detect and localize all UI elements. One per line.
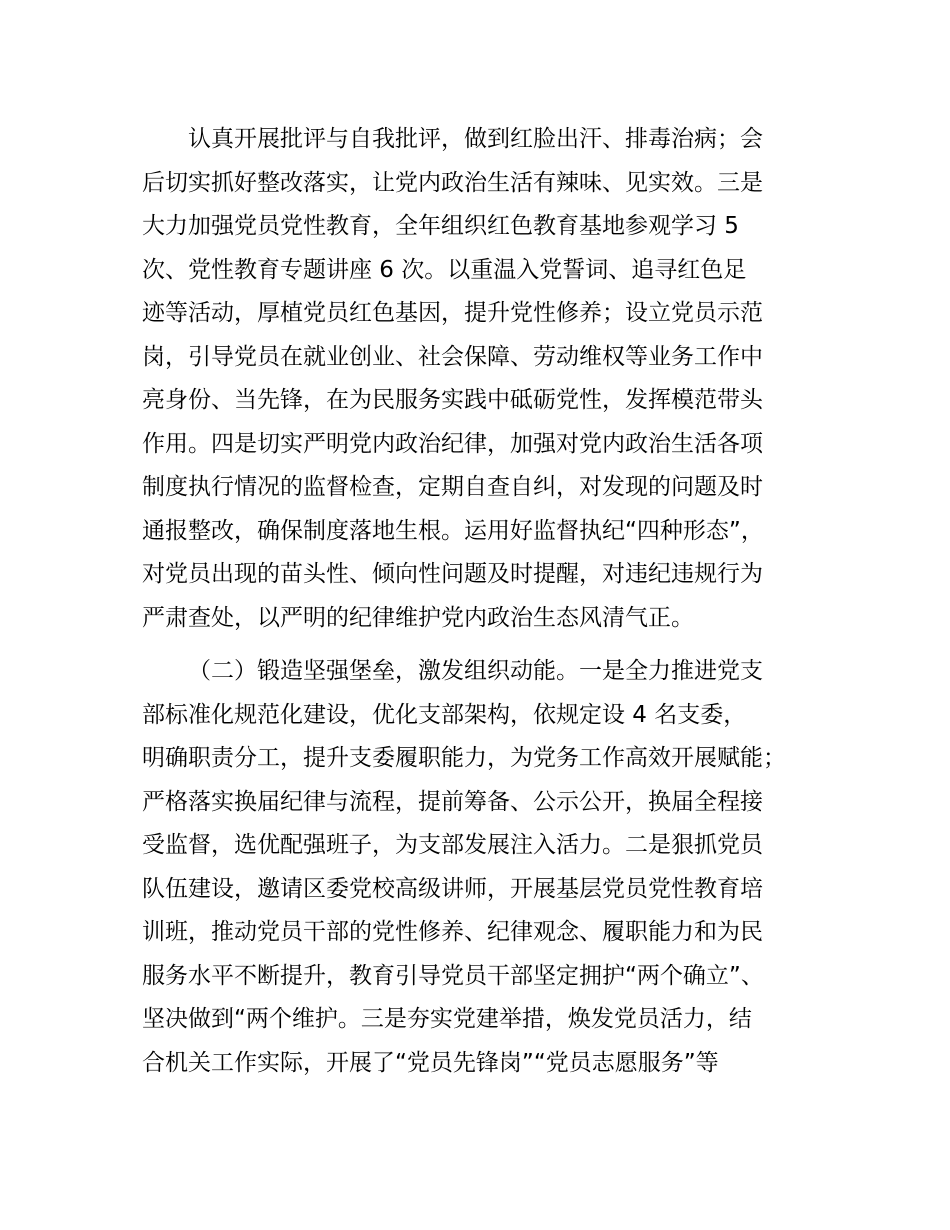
paragraph-line: 大力加强党员党性教育，全年组织红色教育基地参观学习 5 <box>142 213 739 239</box>
paragraph-1 <box>142 118 842 640</box>
paragraph-line: 部标准化规范化建设，优化支部架构，依规定设 4 名支委， <box>142 701 747 728</box>
paragraph-line: 制度执行情况的监督检查，定期自查自纠，对发现的问题及时 <box>142 474 763 500</box>
paragraph-line: 受监督，选优配强班子，为支部发展注入活力。二是狠抓党员 <box>142 832 763 858</box>
paragraph-line: 亮身份、当先锋，在为民服务实践中砥砺党性，发挥模范带头 <box>142 387 763 413</box>
paragraph-line: 作用。四是切实严明党内政治纪律，加强对党内政治生活各项 <box>142 430 763 457</box>
paragraph-line: 坚决做到“两个维护。三是夯实党建举措，焕发党员活力，结 <box>142 1006 752 1032</box>
paragraph-line: 合机关工作实际，开展了“党员先锋岗”“党员志愿服务”等 <box>142 1049 719 1076</box>
document-page <box>142 118 842 1085</box>
paragraph-line: 岗，引导党员在就业创业、社会保障、劳动维权等业务工作中 <box>142 343 763 370</box>
paragraph-line: 队伍建设，邀请区委党校高级讲师，开展基层党员党性教育培 <box>142 875 763 902</box>
paragraph-line: 次、党性教育专题讲座 6 次。以重温入党誓词、追寻红色足 <box>142 256 747 283</box>
paragraph-line: 明确职责分工，提升支委履职能力，为党务工作高效开展赋能； <box>142 745 786 771</box>
paragraph-line: 严格落实换届纪律与流程，提前筹备、公示公开，换届全程接 <box>142 788 763 815</box>
paragraph-gap <box>142 640 842 650</box>
paragraph-2 <box>142 650 842 1085</box>
paragraph-line: （二）锻造坚强堡垒，激发组织动能。一是全力推进党支 <box>188 658 763 684</box>
paragraph-line: 训班，推动党员干部的党性修养、纪律观念、履职能力和为民 <box>142 919 763 945</box>
paragraph-line: 后切实抓好整改落实，让党内政治生活有辣味、见实效。三是 <box>142 169 763 196</box>
paragraph-line: 服务水平不断提升，教育引导党员干部坚定拥护“两个确立”、 <box>142 962 764 989</box>
paragraph-line: 迹等活动，厚植党员红色基因，提升党性修养；设立党员示范 <box>142 300 763 326</box>
paragraph-line: 严肃查处，以严明的纪律维护党内政治生态风清气正。 <box>142 604 694 631</box>
paragraph-line: 通报整改，确保制度落地生根。运用好监督执纪“四种形态”， <box>142 517 764 544</box>
paragraph-line: 认真开展批评与自我批评，做到红脸出汗、排毒治病；会 <box>188 126 763 152</box>
paragraph-line: 对党员出现的苗头性、倾向性问题及时提醒，对违纪违规行为 <box>142 561 763 587</box>
